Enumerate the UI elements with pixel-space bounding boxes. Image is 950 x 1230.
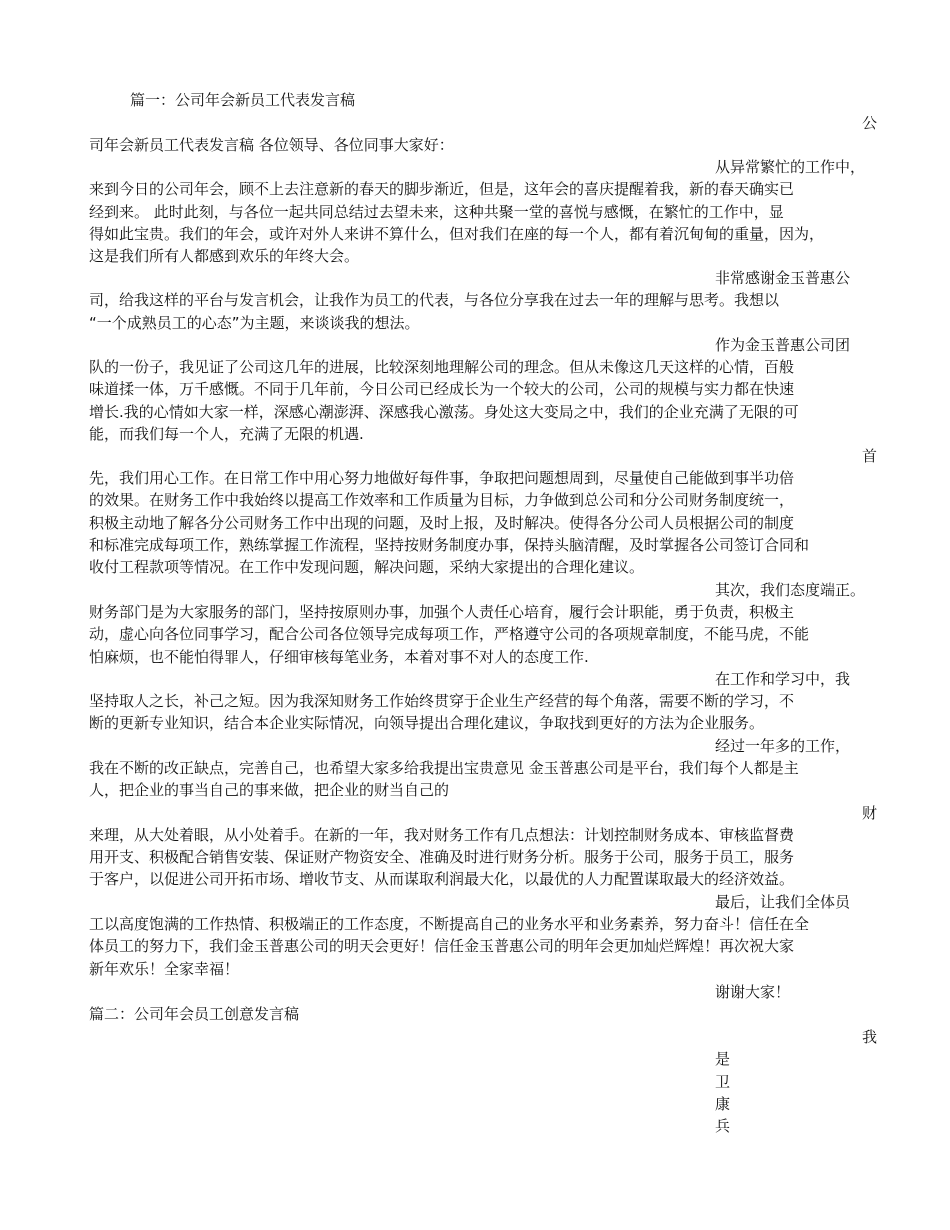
section1-line: 收付工程款项等情况。在工作中发现问题，解决问题，采纳大家提出的合理化建议。 — [89, 558, 645, 576]
section1-line: 先，我们用心工作。在日常工作中用心努力地做好每件事，争取把问题想周到，尽量使自己能做到事半功倍 — [89, 469, 795, 487]
section1-line: 经过一年多的工作， — [715, 737, 851, 755]
section2-line: 康 — [715, 1095, 731, 1113]
section1-line: 体员工的努力下，我们金玉普惠公司的明天会更好！信任金玉普惠公司的明年会更加灿烂辉煌！再次祝大家 — [89, 937, 795, 955]
section2-line: 兵 — [715, 1117, 731, 1135]
section1-line: 的效果。在财务工作中我始终以提高工作效率和工作质量为目标，力争做到总公司和分公司财务制度统一， — [89, 491, 795, 509]
section1-line: 首 — [861, 447, 877, 465]
section1-line: 司，给我这样的平台与发言机会，让我作为员工的代表，与各位分享我在过去一年的理解与思考。我想以 — [89, 291, 780, 309]
section1-line: 最后，让我们全体员 — [715, 893, 851, 911]
section1-line: 人，把企业的事当自己的事来做，把企业的财当自己的 — [89, 781, 450, 799]
section1-line: 用开支、积极配合销售安装、保证财产物资安全、准确及时进行财务分析。服务于公司，服务于员工，服务 — [89, 848, 795, 866]
section1-line: 谢谢大家！ — [715, 983, 791, 1001]
section1-line: 坚持取人之长，补己之短。因为我深知财务工作始终贯穿于企业生产经营的每个角落，需要不断的学习，不 — [89, 692, 795, 710]
section1-line: 从异常繁忙的工作中， — [715, 158, 866, 176]
section1-line: 公 — [861, 114, 877, 132]
section1-line: 队的一份子，我见证了公司这几年的进展，比较深刻地理解公司的理念。但从未像这几天这样的心情，百般 — [89, 358, 795, 376]
section2-line: 我 — [861, 1028, 877, 1046]
section1-line: 工以高度饱满的工作热情、积极端正的工作态度，不断提高自己的业务水平和业务素养，努力奋斗！信任在全 — [89, 915, 810, 933]
section1-line: 作为金玉普惠公司团 — [715, 336, 851, 354]
section1-line: 非常感谢金玉普惠公 — [715, 269, 851, 287]
section1-line: 我在不断的改正缺点，完善自己，也希望大家多给我提出宝贵意见 金玉普惠公司是平台，我们每个人都是主 — [89, 759, 799, 777]
section1-line: 增长.我的心情如大家一样，深感心潮澎湃、深感我心激荡。身处这大变局之中，我们的企业充满了无限的可 — [89, 403, 799, 421]
section2-line: 是 — [715, 1050, 731, 1068]
section1-line: 动，虚心向各位同事学习，配合公司各位领导完成每项工作，严格遵守公司的各项规章制度，不能马虎，不能 — [89, 625, 810, 643]
section1-heading: 篇一：公司年会新员工代表发言稿 — [130, 91, 356, 109]
section1-line: 断的更新专业知识，结合本企业实际情况，向领导提出合理化建议，争取找到更好的方法为企业服务。 — [89, 714, 765, 732]
section1-line: 财务部门是为大家服务的部门，坚持按原则办事，加强个人责任心培育，履行会计职能，勇于负责，积极主 — [89, 603, 795, 621]
section1-line: 怕麻烦，也不能怕得罪人，仔细审核每笔业务，本着对事不对人的态度工作. — [89, 648, 589, 666]
section1-line: 财 — [861, 804, 877, 822]
section1-line: 其次，我们态度端正。 — [715, 581, 866, 599]
section1-line: 味道揉一体，万千感慨。不同于几年前，今日公司已经成长为一个较大的公司，公司的规模与实力都在快速 — [89, 380, 795, 398]
section1-line: 得如此宝贵。我们的年会，或许对外人来讲不算什么，但对我们在座的每一个人，都有着沉甸甸的重量，因为， — [89, 225, 825, 243]
section1-line: 来理，从大处着眼，从小处着手。在新的一年，我对财务工作有几点想法：计划控制财务成本、审核监督费 — [89, 826, 795, 844]
section1-line: 能，而我们每一个人，充满了无限的机遇. — [89, 425, 364, 443]
section1-line: 和标准完成每项工作，熟练掌握工作流程，坚持按财务制度办事，保持头脑清醒，及时掌握各公司签订合同和 — [89, 536, 810, 554]
section1-line: 经到来。 此时此刻，与各位一起共同总结过去望未来，这种共聚一堂的喜悦与感慨，在繁忙的工作中，显 — [89, 203, 784, 221]
section1-line: 于客户，以促进公司开拓市场、增收节支、从而谋取利润最大化，以最优的人力配置谋取最大的经济效益。 — [89, 870, 795, 888]
section1-line: 在工作和学习中，我 — [715, 670, 851, 688]
section1-line: 积极主动地了解各分公司财务工作中出现的问题，及时上报，及时解决。使得各分公司人员根据公司的制度 — [89, 514, 795, 532]
section1-line: 来到今日的公司年会，顾不上去注意新的春天的脚步渐近，但是，这年会的喜庆提醒着我，新的春天确实已 — [89, 180, 795, 198]
section2-heading: 篇二：公司年会员工创意发言稿 — [89, 1005, 300, 1023]
section1-line: 新年欢乐！全家幸福！ — [89, 960, 240, 978]
section1-line: “一个成熟员工的心态”为主题，来谈谈我的想法。 — [89, 314, 420, 332]
section1-line: 这是我们所有人都感到欢乐的年终大会。 — [89, 247, 360, 265]
section2-line: 卫 — [715, 1073, 731, 1091]
section1-line: 司年会新员工代表发言稿 各位领导、各位同事大家好： — [89, 136, 454, 154]
